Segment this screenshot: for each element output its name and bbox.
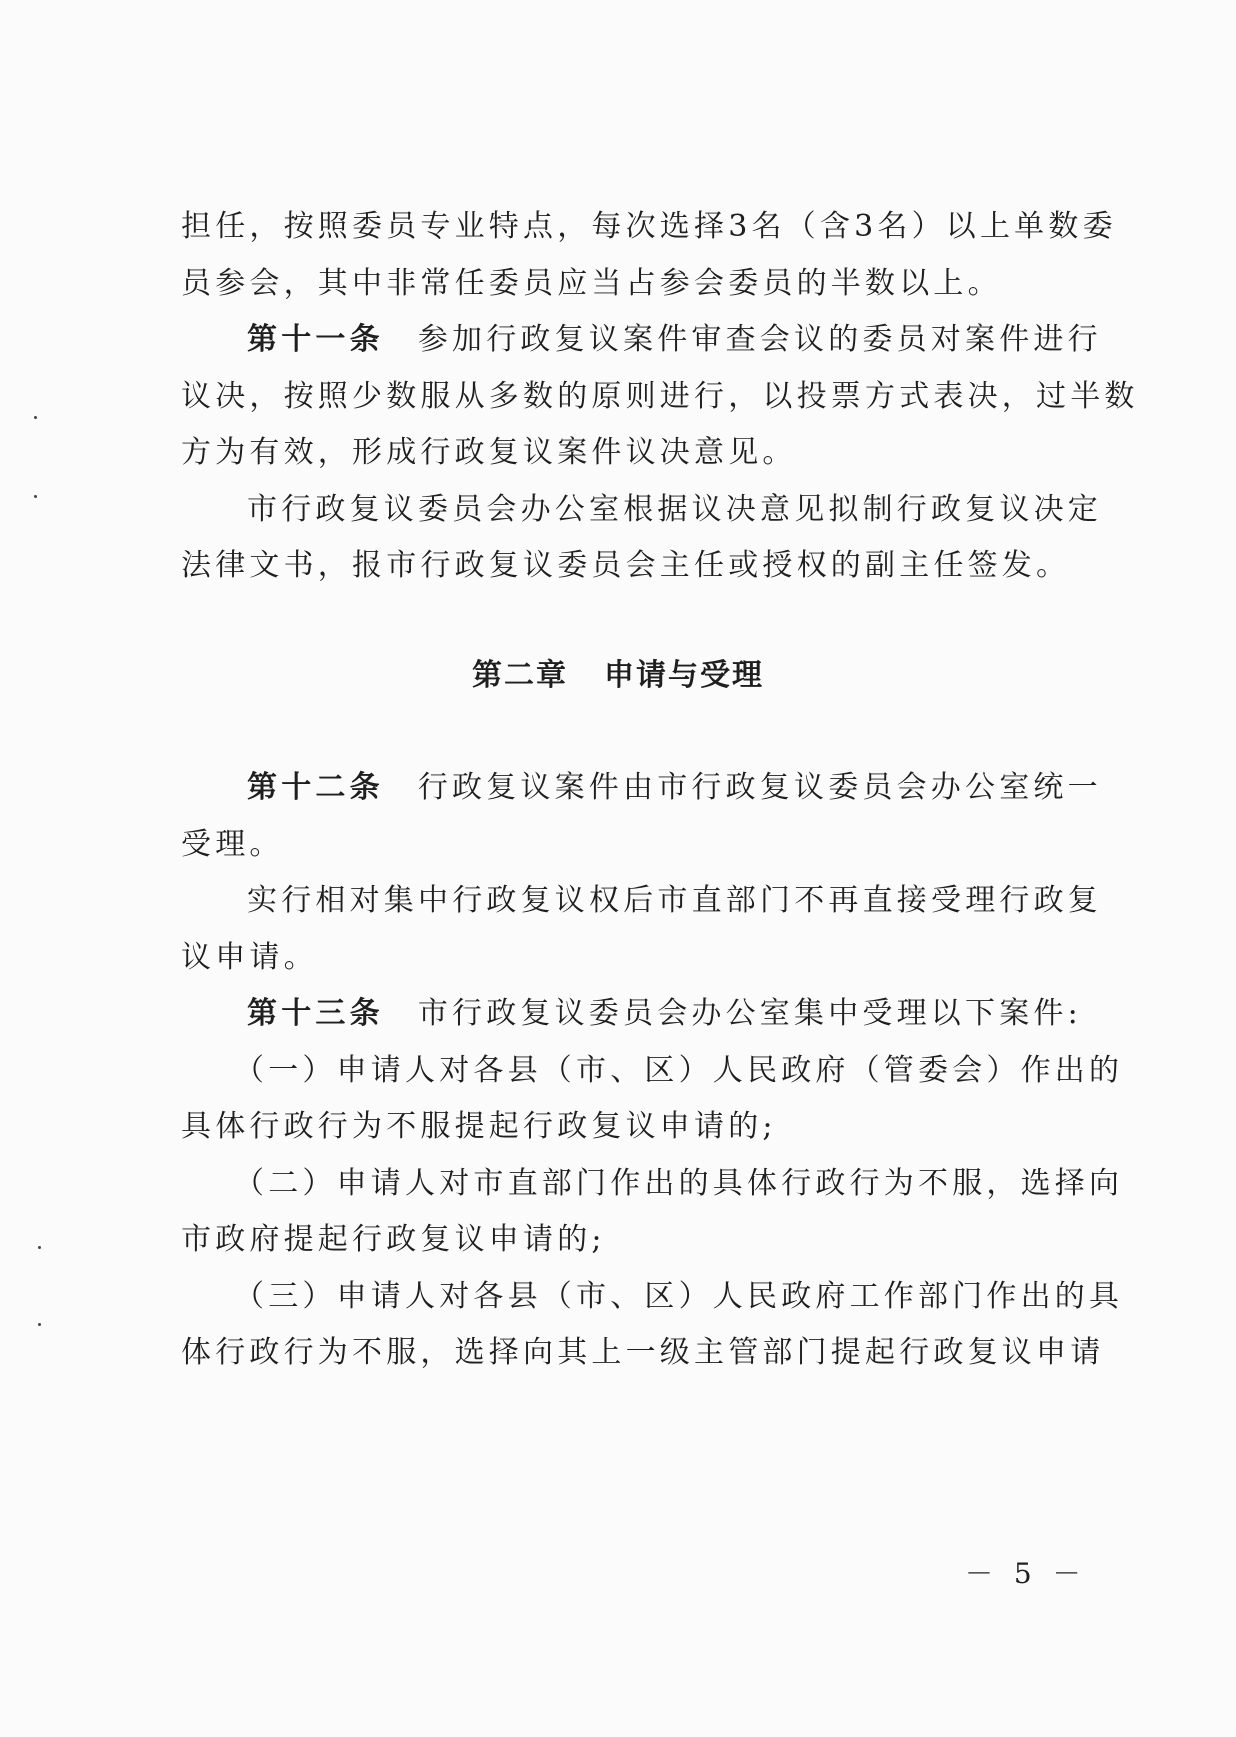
margin-dot (34, 416, 37, 419)
margin-dot (34, 495, 37, 498)
paragraph-line: 方为有效，形成行政复议案件议决意见。 (181, 435, 797, 470)
article-label: 第十三条 (247, 996, 384, 1031)
paragraph-line: 员参会，其中非常任委员应当占参会委员的半数以上。 (181, 266, 1002, 301)
article-text: 市行政复议委员会办公室集中受理以下案件: (417, 996, 1082, 1031)
list-item-line: 市政府提起行政复议申请的; (181, 1222, 606, 1257)
list-item-line: （一）申请人对各县（市、区）人民政府（管委会）作出的 (234, 1053, 1124, 1088)
list-item-line: 体行政行为不服，选择向其上一级主管部门提起行政复议申请 (181, 1335, 1105, 1370)
chapter-title: 申请与受理 (604, 658, 764, 693)
article-13-first-line (0, 994, 1236, 1034)
page-number: － 5 － (965, 1557, 1087, 1590)
article-12-first-line (0, 768, 1236, 808)
chapter-heading (0, 656, 1236, 696)
article-text: 行政复议案件由市行政复议委员会办公室统一 (417, 770, 1102, 805)
paragraph-line: 担任，按照委员专业特点，每次选择3名（含3名）以上单数委 (181, 209, 1117, 244)
list-item-line: 具体行政行为不服提起行政复议申请的; (181, 1109, 777, 1144)
margin-dot (38, 1246, 41, 1249)
article-text: 参加行政复议案件审查会议的委员对案件进行 (417, 322, 1102, 357)
chapter-number: 第二章 (472, 658, 568, 693)
paragraph-line: 受理。 (181, 827, 284, 862)
margin-dot (38, 1323, 41, 1326)
paragraph-line: 市行政复议委员会办公室根据议决意见拟制行政复议决定 (247, 492, 1102, 527)
article-label: 第十一条 (247, 322, 384, 357)
paragraph-line: 法律文书，报市行政复议委员会主任或授权的副主任签发。 (181, 548, 1071, 583)
paragraph-line: 议申请。 (181, 940, 318, 975)
article-11-first-line (0, 320, 1236, 360)
article-label: 第十二条 (247, 770, 384, 805)
list-item-line: （三）申请人对各县（市、区）人民政府工作部门作出的具 (234, 1279, 1124, 1314)
list-item-line: （二）申请人对市直部门作出的具体行政行为不服，选择向 (234, 1166, 1124, 1201)
paragraph-line: 实行相对集中行政复议权后市直部门不再直接受理行政复 (247, 883, 1102, 918)
paragraph-line: 议决，按照少数服从多数的原则进行，以投票方式表决，过半数 (181, 379, 1139, 414)
